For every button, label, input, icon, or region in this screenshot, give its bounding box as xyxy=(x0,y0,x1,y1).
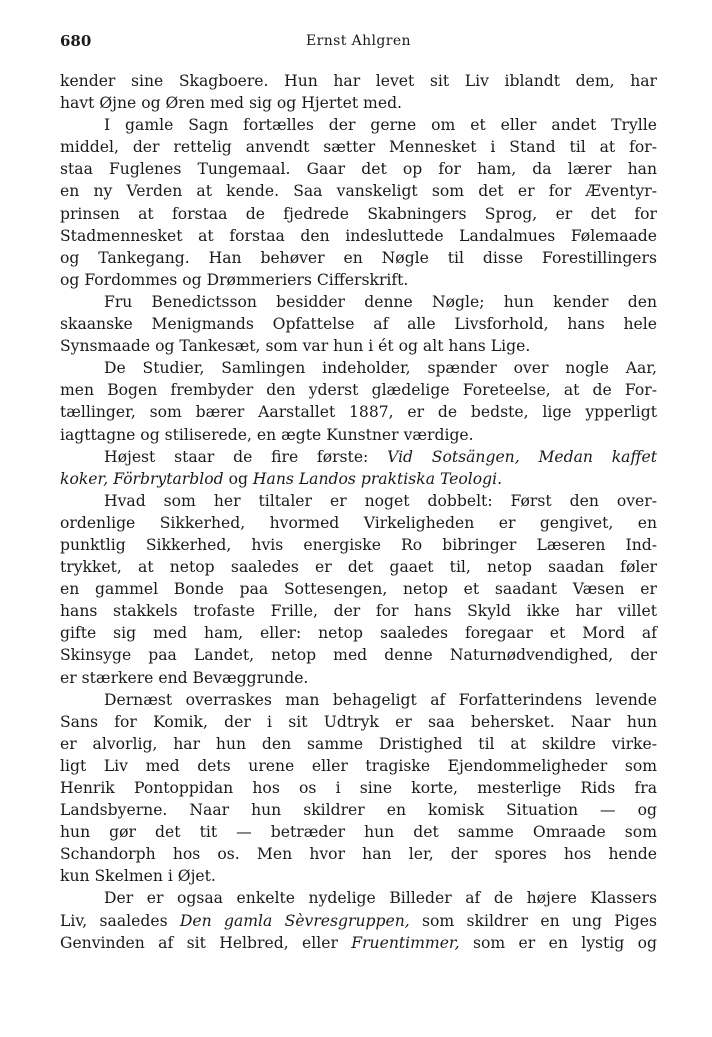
body-text xyxy=(60,70,657,954)
text-segment: som er en lystig og xyxy=(473,933,657,952)
text-line: gifte sig med ham, eller: netop saaledes foregaar et Mord af xyxy=(60,624,657,643)
text-line: ordenlige Sikkerhed, hvormed Virkeligheden er gengivet, en xyxy=(60,513,657,532)
text-segment: Liv, saaledes xyxy=(60,911,168,930)
text-line: Skinsyge paa Landet, netop med denne Naturnødvendighed, der xyxy=(60,646,657,665)
text-line: og Fordommes og Drømmeriers Cifferskrift. xyxy=(60,270,409,289)
text-line: havt Øjne og Øren med sig og Hjertet med. xyxy=(60,94,403,113)
book-title: Förbrytarblod xyxy=(113,469,224,488)
text-line: en ny Verden at kende. Saa vanskeligt som det er for Æventyr- xyxy=(60,182,657,201)
text-line: De Studier, Samlingen indeholder, spænder over nogle Aar, xyxy=(104,359,657,378)
text-line: er alvorlig, har hun den samme Dristighed til at skildre virke- xyxy=(60,734,657,753)
text-line: kun Skelmen i Øjet. xyxy=(60,867,216,886)
text-line: Sans for Komik, der i sit Udtryk er saa behersket. Naar hun xyxy=(60,712,657,731)
text-line: kender sine Skagboere. Hun har levet sit Liv iblandt dem, har xyxy=(60,72,657,90)
text-line: Hvad som her tiltaler er noget dobbelt: Først den over- xyxy=(104,491,657,510)
text-line: middel, der rettelig anvendt sætter Mennesket i Stand til at for- xyxy=(60,138,657,157)
book-title: Den gamla Sèvresgruppen, xyxy=(179,911,410,930)
text-line: Der er ogsaa enkelte nydelige Billeder af de højere Klassers xyxy=(104,889,657,908)
text-line: punktlig Sikkerhed, hvis energiske Ro bibringer Læseren Ind- xyxy=(60,535,657,554)
text-line: skaanske Menigmands Opfattelse af alle Livsforhold, hans hele xyxy=(60,315,657,334)
text-line: Fru Benedictsson besidder denne Nøgle; hun kender den xyxy=(104,292,657,311)
text-line: Synsmaade og Tankesæt, som var hun i ét og alt hans Lige. xyxy=(60,337,531,356)
text-line: staa Fuglenes Tungemaal. Gaar det op for ham, da lærer han xyxy=(60,160,657,179)
text-line xyxy=(60,446,657,468)
text-line xyxy=(60,932,657,954)
text-line xyxy=(60,910,657,932)
text-line: trykket, at netop saaledes er det gaaet til, netop saadan føler xyxy=(60,558,657,577)
text-line: prinsen at forstaa de fjedrede Skabningers Sprog, er det for xyxy=(60,204,657,223)
text-line: I gamle Sagn fortælles der gerne om et eller andet Trylle xyxy=(104,116,657,135)
book-page xyxy=(60,30,657,954)
text-segment: som skildrer en ung Piges xyxy=(422,911,657,930)
text-line: hans stakkels trofaste Frille, der for hans Skyld ikke har villet xyxy=(60,602,657,621)
text-line: Landsbyerne. Naar hun skildrer en komisk Situation — og xyxy=(60,801,657,820)
running-title: Ernst Ahlgren xyxy=(306,33,411,49)
text-line: ligt Liv med dets urene eller tragiske Ejendommeligheder som xyxy=(60,756,657,775)
running-head xyxy=(60,30,657,56)
text-line: Stadmennesket at forstaa den indesluttede Landalmues Følemaade xyxy=(60,226,657,245)
text-line: Dernæst overraskes man behageligt af Forfatterindens levende xyxy=(104,690,657,709)
book-title: Fruentimmer, xyxy=(351,933,460,952)
text-line: og Tankegang. Han behøver en Nøgle til disse Forestillingers xyxy=(60,248,657,267)
book-title: koker, xyxy=(60,469,109,488)
book-title: Medan kaffet xyxy=(538,447,658,466)
text-segment: Genvinden af sit Helbred, eller xyxy=(60,933,338,952)
text-line: en gammel Bonde paa Sottesengen, netop et saadant Væsen er xyxy=(60,580,657,599)
text-line: men Bogen frembyder den yderst glædelige Foreteelse, at de For- xyxy=(60,381,657,400)
text-segment: Højest staar de fire første: xyxy=(104,447,369,466)
text-segment: og xyxy=(228,469,248,488)
text-line xyxy=(60,468,657,490)
text-line: tællinger, som bærer Aarstallet 1887, er de bedste, lige ypperligt xyxy=(60,403,657,422)
text-line: Schandorph hos os. Men hvor han ler, der spores hos hende xyxy=(60,845,657,864)
text-line: iagttagne og stiliserede, en ægte Kunstner værdige. xyxy=(60,425,474,444)
text-line: Henrik Pontoppidan hos os i sine korte, mesterlige Rids fra xyxy=(60,779,657,797)
text-line: hun gør det tit — betræder hun det samme Omraade som xyxy=(60,823,657,842)
book-title: Vid Sotsängen, xyxy=(387,447,520,466)
page-number: 680 xyxy=(60,32,92,50)
text-line: er stærkere end Bevæggrunde. xyxy=(60,668,309,687)
book-title: Hans Landos praktiska Teologi. xyxy=(252,469,503,488)
